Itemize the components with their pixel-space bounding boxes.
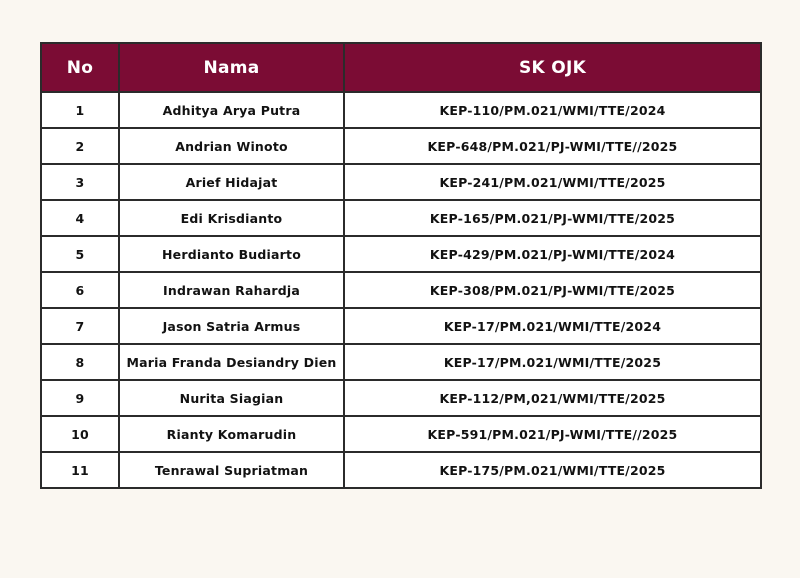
sk-ojk-table-container xyxy=(40,42,760,489)
table-row xyxy=(41,416,761,452)
column-header-no: No xyxy=(41,43,119,92)
cell-sk-ojk: KEP-112/PM,021/WMI/TTE/2025 xyxy=(344,380,761,416)
cell-no: 9 xyxy=(41,380,119,416)
cell-nama: Rianty Komarudin xyxy=(119,416,344,452)
cell-sk-ojk: KEP-308/PM.021/PJ-WMI/TTE/2025 xyxy=(344,272,761,308)
table-row xyxy=(41,380,761,416)
cell-nama: Maria Franda Desiandry Dien xyxy=(119,344,344,380)
table-row xyxy=(41,128,761,164)
cell-sk-ojk: KEP-17/PM.021/WMI/TTE/2025 xyxy=(344,344,761,380)
cell-no: 10 xyxy=(41,416,119,452)
cell-no: 2 xyxy=(41,128,119,164)
column-header-nama: Nama xyxy=(119,43,344,92)
cell-nama: Tenrawal Supriatman xyxy=(119,452,344,488)
cell-no: 4 xyxy=(41,200,119,236)
cell-sk-ojk: KEP-175/PM.021/WMI/TTE/2025 xyxy=(344,452,761,488)
cell-no: 1 xyxy=(41,92,119,128)
table-row xyxy=(41,308,761,344)
cell-no: 8 xyxy=(41,344,119,380)
cell-no: 3 xyxy=(41,164,119,200)
table-row xyxy=(41,92,761,128)
cell-nama: Andrian Winoto xyxy=(119,128,344,164)
sk-ojk-table xyxy=(40,42,762,489)
cell-nama: Herdianto Budiarto xyxy=(119,236,344,272)
cell-nama: Indrawan Rahardja xyxy=(119,272,344,308)
cell-no: 5 xyxy=(41,236,119,272)
cell-no: 6 xyxy=(41,272,119,308)
cell-sk-ojk: KEP-17/PM.021/WMI/TTE/2024 xyxy=(344,308,761,344)
cell-no: 11 xyxy=(41,452,119,488)
cell-sk-ojk: KEP-165/PM.021/PJ-WMI/TTE/2025 xyxy=(344,200,761,236)
cell-sk-ojk: KEP-110/PM.021/WMI/TTE/2024 xyxy=(344,92,761,128)
cell-nama: Jason Satria Armus xyxy=(119,308,344,344)
table-header xyxy=(41,43,761,92)
cell-no: 7 xyxy=(41,308,119,344)
cell-sk-ojk: KEP-241/PM.021/WMI/TTE/2025 xyxy=(344,164,761,200)
cell-nama: Edi Krisdianto xyxy=(119,200,344,236)
table-row xyxy=(41,344,761,380)
table-body xyxy=(41,92,761,488)
table-row xyxy=(41,236,761,272)
cell-sk-ojk: KEP-429/PM.021/PJ-WMI/TTE/2024 xyxy=(344,236,761,272)
header-row xyxy=(41,43,761,92)
cell-nama: Adhitya Arya Putra xyxy=(119,92,344,128)
table-row xyxy=(41,452,761,488)
cell-sk-ojk: KEP-648/PM.021/PJ-WMI/TTE//2025 xyxy=(344,128,761,164)
table-row xyxy=(41,200,761,236)
table-row xyxy=(41,164,761,200)
cell-nama: Nurita Siagian xyxy=(119,380,344,416)
column-header-sk-ojk: SK OJK xyxy=(344,43,761,92)
cell-sk-ojk: KEP-591/PM.021/PJ-WMI/TTE//2025 xyxy=(344,416,761,452)
cell-nama: Arief Hidajat xyxy=(119,164,344,200)
table-row xyxy=(41,272,761,308)
